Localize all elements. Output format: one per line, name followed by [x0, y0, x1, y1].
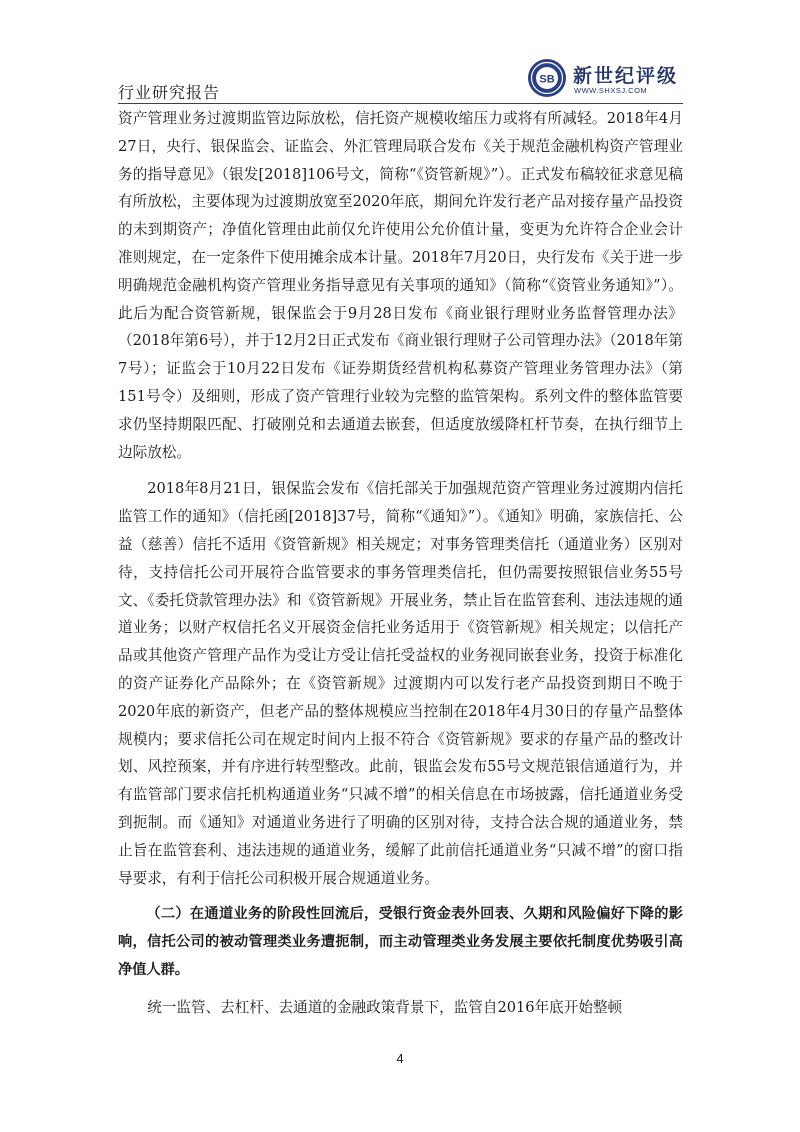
header-divider [118, 103, 683, 104]
logo-mark-text: SB [539, 73, 555, 86]
document-body [118, 105, 683, 1031]
logo-url: WWW.SHXSJ.COM [574, 86, 648, 95]
logo-name: 新世纪评级 [573, 65, 679, 87]
section-heading: （二）在通道业务的阶段性回流后，受银行资金表外回表、久期和风险偏好下降的影响，信托公司的被动管理类业务遭扼制，而主动管理类业务发展主要依托制度优势吸引高净值人群。 [118, 906, 683, 978]
company-logo [527, 58, 687, 102]
paragraph: 资产管理业务过渡期监管边际放松，信托资产规模收缩压力或将有所减轻。2018年4月27日，央行、银保监会、证监会、外汇管理局联合发布《关于规范金融机构资产管理业务的指导意见》（银发[2018]106号文，简称“《资管新规》”）。正式发布稿较征求意见稿有所放松，主要体现为过渡期放宽至2020年底，期间允许发行老产品对接存量产品投资的未到期资产；净值化管理由此前仅允许使用公允价值计量，变更为允许符合企业会计准则规定，在一定条件下使用摊余成本计量。2018年7月20日，央行发布《关于进一步明确规范金融机构资产管理业务指导意见有关事项的通知》（简称“《资管业务通知》”）。此后为配合资管新规，银保监会于9月28日发布《商业银行理财业务监督管理办法》（2018年第6号），并于12月2日正式发布《商业银行理财子公司管理办法》（2018年第7号）；证监会于10月22日发布《证券期货经营机构私募资产管理业务管理办法》（第151号令）及细则，形成了资产管理行业较为完整的监管架构。系列文件的整体监管要求仍坚持期限匹配、打破刚兑和去通道去嵌套，但适度放缓降杠杆节奏，在执行细节上边际放松。 [118, 110, 683, 461]
page-number: 4 [396, 1051, 404, 1066]
paragraph: 2018年8月21日，银保监会发布《信托部关于加强规范资产管理业务过渡期内信托监管工作的通知》（信托函[2018]37号，简称“《通知》”）。《通知》明确，家族信托、公益（慈善）信托不适用《资管新规》相关规定；对事务管理类信托（通道业务）区别对待，支持信托公司开展符合监管要求的事务管理类信托，但仍需要按照银信业务55号文、《委托贷款管理办法》和《资管新规》开展业务，禁止旨在监管套利、违法违规的通道业务；以财产权信托名义开展资金信托业务适用于《资管新规》相关规定；以信托产品或其他资产管理产品作为受让方受让信托受益权的业务视同嵌套业务，投资于标准化的资产证券化产品除外；在《资管新规》过渡期内可以发行老产品投资到期日不晚于2020年底的新资产，但老产品的整体规模应当控制在2018年4月30日的存量产品整体规模内；要求信托公司在规定时间内上报不符合《资管新规》要求的存量产品的整改计划、风控预案，并有序进行转型整改。此前，银监会发布55号文规范银信通道行为，并有监管部门要求信托机构通道业务“只减不增”的相关信息在市场披露，信托通道业务受到扼制。而《通知》对通道业务进行了明确的区别对待，支持合法合规的通道业务，禁止旨在监管套利、违法违规的通道业务，缓解了此前信托通道业务“只减不增”的窗口指导要求，有利于信托公司积极开展合规通道业务。 [118, 480, 683, 887]
paragraph: 统一监管、去杠杆、去通道的金融政策背景下，监管自2016年底开始整顿 [147, 998, 623, 1016]
logo-emblem-icon [527, 58, 567, 98]
section-title: 行业研究报告 [118, 83, 221, 102]
